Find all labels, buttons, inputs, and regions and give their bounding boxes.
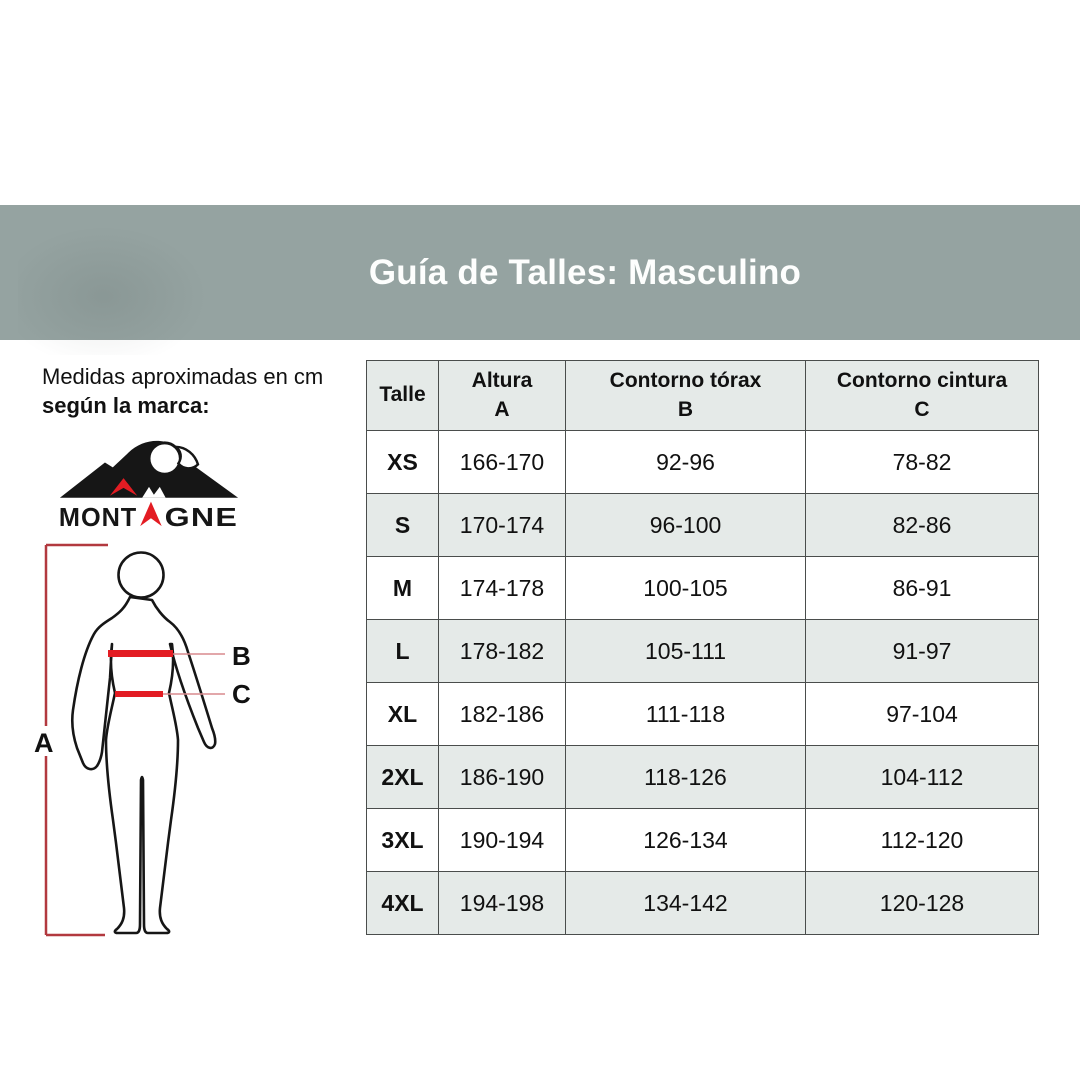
col-header-altura: Altura A	[439, 361, 566, 431]
wordmark-a-triangle	[140, 502, 162, 526]
col-header-torax: Contorno tórax B	[566, 361, 806, 431]
cell-cintura: 112-120	[806, 809, 1039, 872]
banner	[0, 205, 1080, 340]
cell-talle: XS	[367, 431, 439, 494]
col-header-cintura: Contorno cintura C	[806, 361, 1039, 431]
table-row	[367, 494, 1039, 557]
note-line-1: Medidas aproximadas en cm	[42, 364, 324, 389]
table-row	[367, 557, 1039, 620]
table-row	[367, 620, 1039, 683]
table-row	[367, 746, 1039, 809]
cell-altura: 182-186	[439, 683, 566, 746]
wordmark-left: MONT	[58, 504, 138, 531]
cell-talle: M	[367, 557, 439, 620]
col-header-talle: Talle	[367, 361, 439, 431]
cell-altura: 190-194	[439, 809, 566, 872]
table-row	[367, 431, 1039, 494]
cell-altura: 174-178	[439, 557, 566, 620]
table-header-row	[367, 361, 1039, 431]
cell-torax: 100-105	[566, 557, 806, 620]
banner-smudge	[18, 225, 208, 355]
montagne-logo-icon	[56, 436, 242, 531]
cell-talle: 4XL	[367, 872, 439, 935]
table-row	[367, 683, 1039, 746]
cell-talle: L	[367, 620, 439, 683]
page-title: Guía de Talles: Masculino	[368, 252, 802, 292]
table-row	[367, 872, 1039, 935]
cell-talle: 3XL	[367, 809, 439, 872]
waist-bar	[115, 691, 163, 697]
cell-altura: 178-182	[439, 620, 566, 683]
cell-torax: 126-134	[566, 809, 806, 872]
cell-altura: 194-198	[439, 872, 566, 935]
cell-torax: 105-111	[566, 620, 806, 683]
figure-label-chest: B	[232, 641, 251, 671]
cell-altura: 170-174	[439, 494, 566, 557]
chest-bar	[108, 650, 173, 657]
cell-talle: S	[367, 494, 439, 557]
note-line-2: según la marca:	[42, 393, 210, 418]
cell-cintura: 120-128	[806, 872, 1039, 935]
cell-torax: 111-118	[566, 683, 806, 746]
cell-altura: 166-170	[439, 431, 566, 494]
wordmark-right: GNE	[164, 504, 239, 531]
measurement-figure	[20, 530, 320, 960]
cell-cintura: 97-104	[806, 683, 1039, 746]
cell-cintura: 78-82	[806, 431, 1039, 494]
cell-cintura: 86-91	[806, 557, 1039, 620]
cell-torax: 92-96	[566, 431, 806, 494]
figure-head	[119, 553, 164, 598]
size-table	[366, 360, 1039, 935]
cell-torax: 118-126	[566, 746, 806, 809]
figure-label-height: A	[34, 728, 54, 758]
table-row	[367, 809, 1039, 872]
cell-cintura: 82-86	[806, 494, 1039, 557]
cell-altura: 186-190	[439, 746, 566, 809]
cell-torax: 96-100	[566, 494, 806, 557]
body-silhouette	[72, 597, 215, 933]
cell-torax: 134-142	[566, 872, 806, 935]
figure-label-waist: C	[232, 679, 251, 709]
cell-cintura: 104-112	[806, 746, 1039, 809]
cell-cintura: 91-97	[806, 620, 1039, 683]
cell-talle: XL	[367, 683, 439, 746]
cell-talle: 2XL	[367, 746, 439, 809]
measure-note	[42, 362, 323, 420]
